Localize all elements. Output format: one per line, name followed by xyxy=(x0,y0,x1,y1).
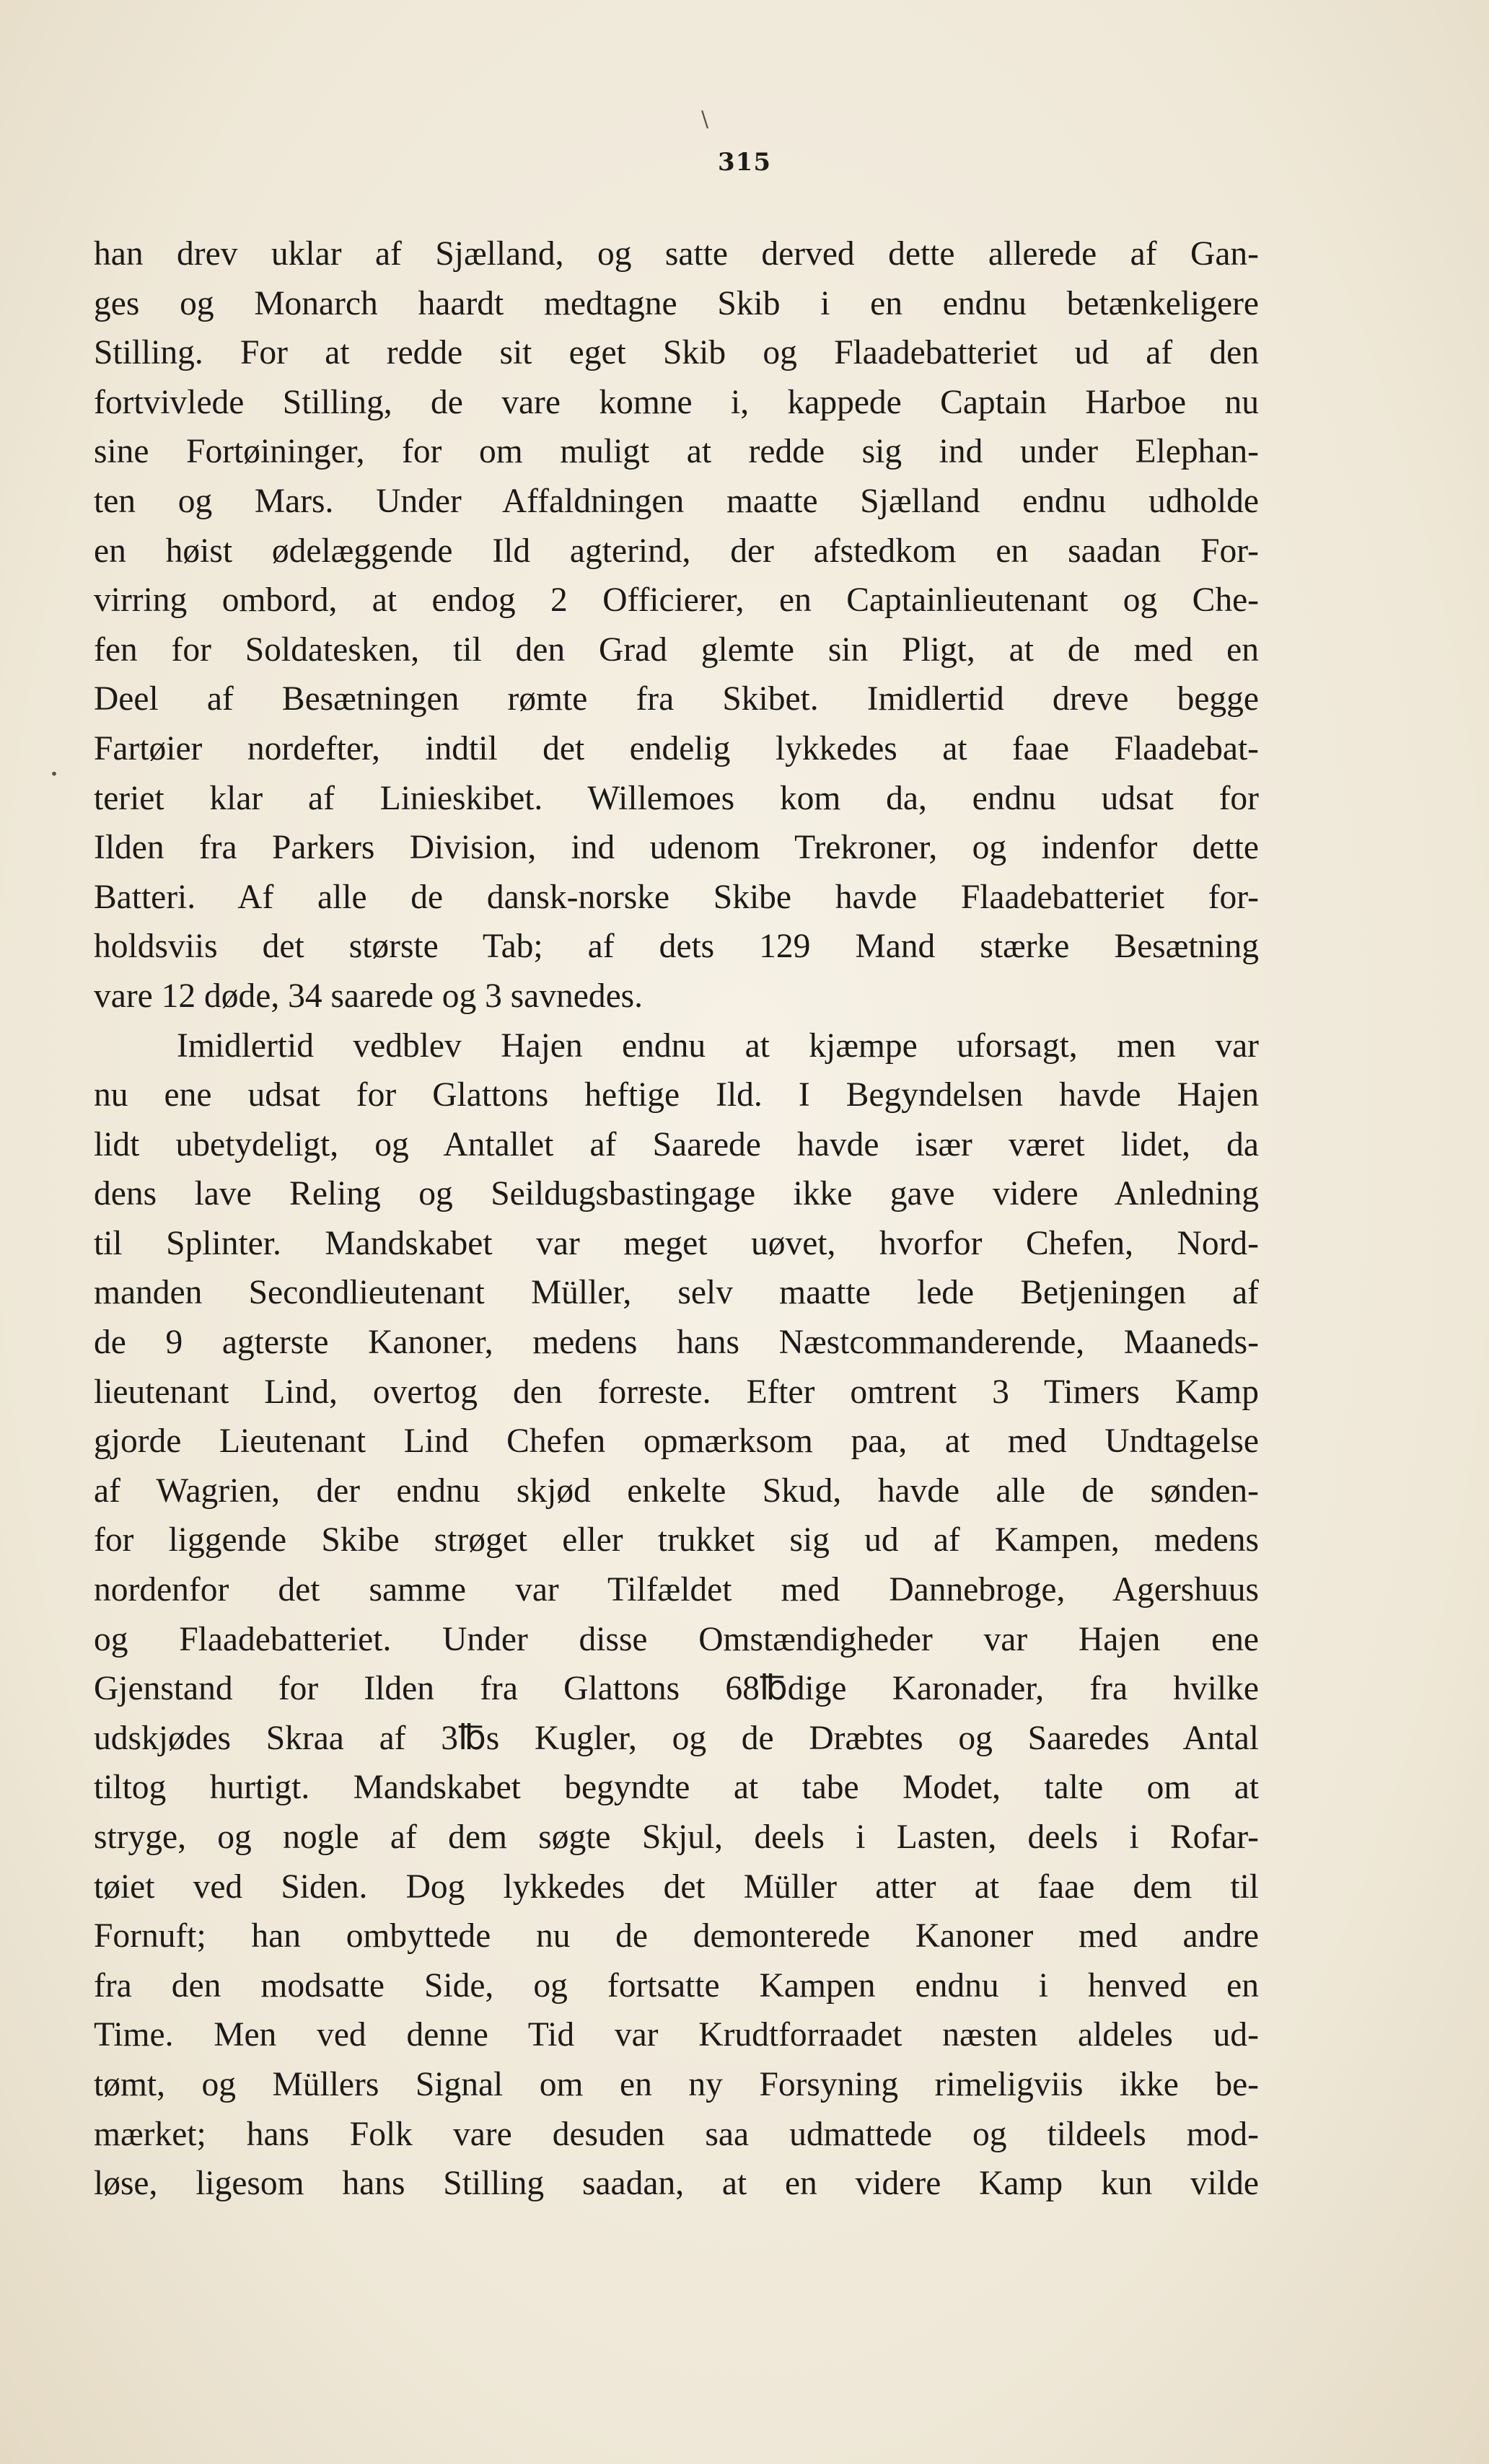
body-text xyxy=(94,229,1259,2209)
text-line: Stilling. For at redde sit eget Skib og Flaadebatteriet ud af den xyxy=(94,334,1259,372)
text-line: udskjødes Skraa af 3℔s Kugler, og de Dræbtes og Saaredes Antal xyxy=(94,1719,1259,1757)
text-line: Deel af Besætningen rømte fra Skibet. Imidlertid dreve begge xyxy=(94,680,1259,718)
text-line: stryge, og nogle af dem søgte Skjul, deels i Lasten, deels i Rofar- xyxy=(94,1818,1259,1856)
text-line: fra den modsatte Side, og fortsatte Kampen endnu i henved en xyxy=(94,1966,1259,2005)
text-line: lidt ubetydeligt, og Antallet af Saarede havde især været lidet, da xyxy=(94,1125,1259,1163)
text-line: løse, ligesom hans Stilling saadan, at en videre Kamp kun vilde xyxy=(94,2165,1259,2203)
text-line: til Splinter. Mandskabet var meget uøvet, hvorfor Chefen, Nord- xyxy=(94,1224,1259,1262)
text-line: og Flaadebatteriet. Under disse Omstændigheder var Hajen ene xyxy=(94,1620,1259,1658)
text-line: Imidlertid vedblev Hajen endnu at kjæmpe uforsagt, men var xyxy=(177,1026,1259,1065)
text-line: tømt, og Müllers Signal om en ny Forsyning rimeligviis ikke be- xyxy=(94,2065,1259,2103)
text-line: Fartøier nordefter, indtil det endelig lykkedes at faae Flaadebat- xyxy=(94,729,1259,767)
text-line: han drev uklar af Sjælland, og satte derved dette allerede af Gan- xyxy=(94,235,1259,273)
text-line: Gjenstand for Ilden fra Glattons 68℔dige Karonader, fra hvilke xyxy=(94,1670,1259,1708)
text-line: en høist ødelæggende Ild agterind, der afstedkom en saadan For- xyxy=(94,532,1259,570)
text-line: tøiet ved Siden. Dog lykkedes det Müller atter at faae dem til xyxy=(94,1867,1259,1906)
page-number: 315 xyxy=(718,148,771,177)
text-line: dens lave Reling og Seildugsbastingage ikke gave videre Anledning xyxy=(94,1175,1259,1213)
text-line: ges og Monarch haardt medtagne Skib i en endnu betænkeligere xyxy=(94,284,1259,322)
text-line: holdsviis det største Tab; af dets 129 Mand stærke Besætning xyxy=(94,928,1259,966)
text-line: nordenfor det samme var Tilfældet med Dannebroge, Agershuus xyxy=(94,1571,1259,1609)
text-line: af Wagrien, der endnu skjød enkelte Skud, havde alle de sønden- xyxy=(94,1471,1259,1510)
text-line: lieutenant Lind, overtog den forreste. Efter omtrent 3 Timers Kamp xyxy=(94,1373,1259,1411)
text-line: Time. Men ved denne Tid var Krudtforraadet næsten aldeles ud- xyxy=(94,2016,1259,2054)
text-line: ten og Mars. Under Affaldningen maatte Sjælland endnu udholde xyxy=(94,482,1259,520)
text-line: Fornuft; han ombyttede nu de demonterede Kanoner med andre xyxy=(94,1917,1259,1955)
text-line: nu ene udsat for Glattons heftige Ild. I Begyndelsen havde Hajen xyxy=(94,1076,1259,1114)
text-line: gjorde Lieutenant Lind Chefen opmærksom paa, at med Undtagelse xyxy=(94,1422,1259,1461)
text-line: tiltog hurtigt. Mandskabet begyndte at tabe Modet, talte om at xyxy=(94,1769,1259,1807)
text-line: vare 12 døde, 34 saarede og 3 savnedes. xyxy=(94,977,644,1015)
text-line: for liggende Skibe strøget eller trukket sig ud af Kampen, medens xyxy=(94,1521,1259,1559)
margin-mark: \ xyxy=(701,107,709,132)
text-line: manden Secondlieutenant Müller, selv maatte lede Betjeningen af xyxy=(94,1274,1259,1312)
text-line: fortvivlede Stilling, de vare komne i, kappede Captain Harboe nu xyxy=(94,383,1259,421)
text-line: sine Fortøininger, for om muligt at redde sig ind under Elephan- xyxy=(94,433,1259,471)
text-line: teriet klar af Linieskibet. Willemoes kom da, endnu udsat for xyxy=(94,779,1259,817)
text-line: Ilden fra Parkers Division, ind udenom Trekroner, og indenfor dette xyxy=(94,829,1259,867)
text-line: Batteri. Af alle de dansk-norske Skibe havde Flaadebatteriet for- xyxy=(94,878,1259,916)
margin-mark: . xyxy=(49,747,59,783)
text-line: de 9 agterste Kanoner, medens hans Næstcommanderende, Maaneds- xyxy=(94,1324,1259,1362)
text-line: fen for Soldatesken, til den Grad glemte sin Pligt, at de med en xyxy=(94,630,1259,669)
text-line: virring ombord, at endog 2 Officierer, en Captainlieutenant og Che- xyxy=(94,581,1259,620)
text-line: mærket; hans Folk vare desuden saa udmattede og tildeels mod- xyxy=(94,2115,1259,2153)
